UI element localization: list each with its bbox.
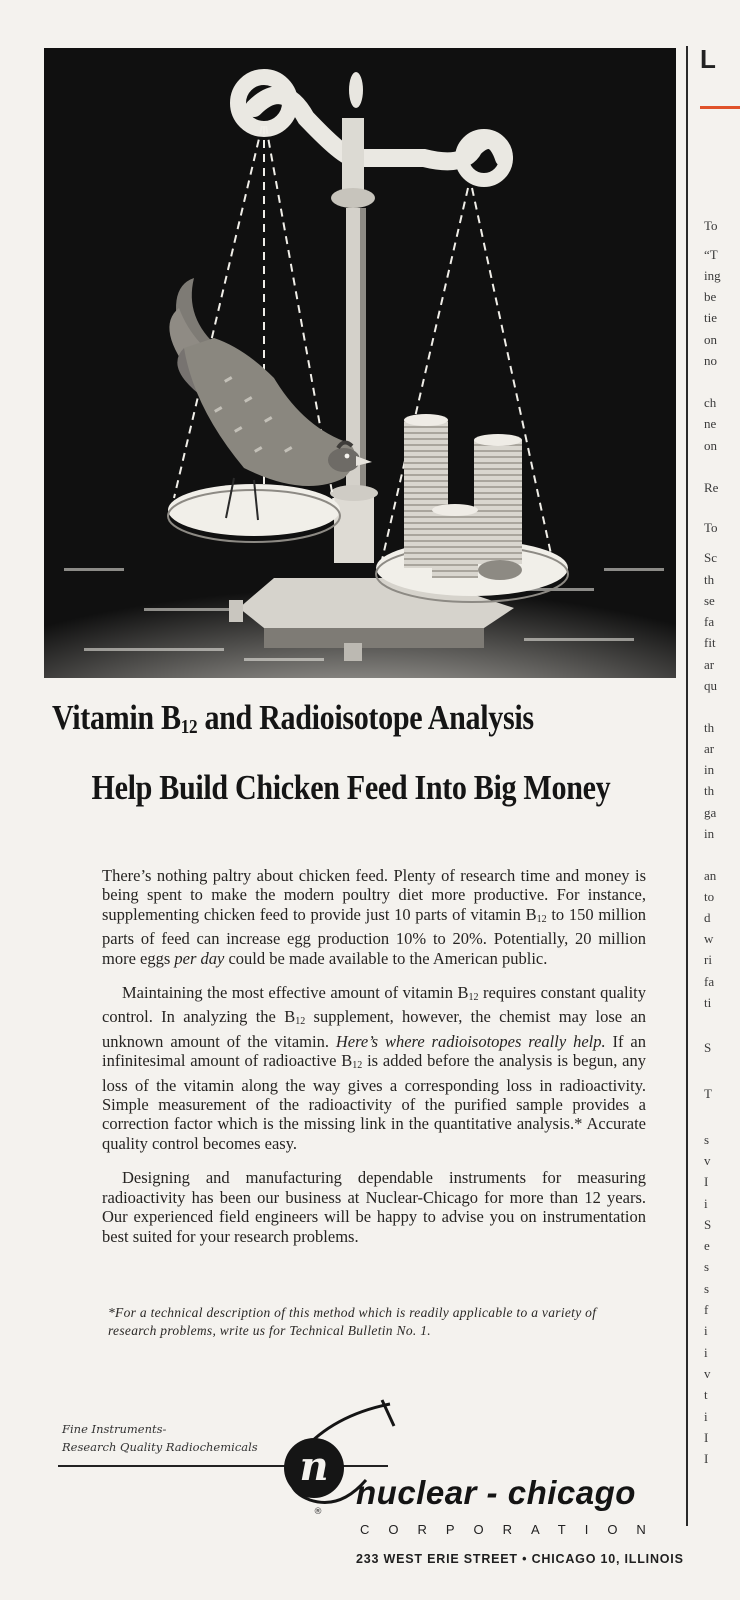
tagline-line-1: Fine Instruments- [62, 1422, 167, 1436]
company-address: 233 WEST ERIE STREET • CHICAGO 10, ILLINOIS [356, 1552, 684, 1566]
column-divider-rule [686, 46, 688, 1526]
adjacent-text-fragment: tie [704, 310, 717, 325]
adjacent-text-fragment: e [704, 1238, 710, 1253]
adjacent-text-fragment: I [704, 1174, 709, 1189]
headline-line-2: Help Build Chicken Feed Into Big Money [91, 768, 611, 807]
adjacent-text-fragment: s [704, 1259, 710, 1274]
body-paragraph-1: There’s nothing paltry about chicken feed. Plenty of research time and money is being spent to make the modern poultry diet more productive. For instance, supplementing chicken feed to provide just 10 parts of vitamin $B_{12}$ to 150 million parts of feed can increase egg production 10% to 20%. Potentially, 20 million more eggs per day could be made available to the American public. [102, 866, 646, 968]
adjacent-text-fragment: on [704, 438, 717, 453]
adjacent-text-fragment: f [704, 1302, 709, 1317]
adjacent-text-fragment: on [704, 332, 717, 347]
adjacent-text-fragment: s [704, 1281, 710, 1296]
adjacent-text-fragment: I [704, 1430, 709, 1445]
body-paragraph-3: Designing and manufacturing dependable instruments for measuring radioactivity has been our business at Nuclear-Chicago for more than 12 years. Our experienced field engineers will be happy to advise you on instrumentation best suited for your research problems. [102, 1168, 646, 1246]
adjacent-text-fragment: Re [704, 480, 719, 495]
adjacent-text-fragment: S [704, 1217, 712, 1232]
adjacent-text-fragment: v [704, 1366, 711, 1381]
adjacent-text-fragment: to [704, 889, 715, 904]
adjacent-text-fragment: w [704, 931, 714, 946]
adjacent-page-accent-bar [700, 106, 740, 109]
adjacent-text-fragment: ar [704, 657, 715, 672]
adjacent-text-fragment: th [704, 572, 715, 587]
adjacent-text-fragment: i [704, 1323, 708, 1338]
adjacent-text-fragment: S [704, 1040, 712, 1055]
adjacent-text-fragment: ti [704, 995, 712, 1010]
adjacent-text-fragment: an [704, 868, 717, 883]
technical-bulletin-footnote: *For a technical description of this method which is readily applicable to a variety of research problems, write us for Technical Bulletin No. 1. [108, 1305, 597, 1338]
adjacent-page-title-fragment: L [700, 44, 716, 74]
scale-illustration [44, 48, 676, 678]
adjacent-text-fragment: d [704, 910, 711, 925]
adjacent-text-fragment: t [704, 1387, 708, 1402]
adjacent-text-fragment: ing [704, 268, 721, 283]
ad-body-copy [102, 866, 646, 1261]
adjacent-text-fragment: i [704, 1345, 708, 1360]
adjacent-text-fragment: v [704, 1153, 711, 1168]
brand-corporation-line: CORPORATION [360, 1522, 665, 1537]
adjacent-text-fragment: in [704, 826, 715, 841]
adjacent-text-fragment: i [704, 1196, 708, 1211]
adjacent-text-fragment: th [704, 783, 715, 798]
adjacent-text-fragment: Sc [704, 550, 717, 565]
adjacent-text-fragment: fit [704, 635, 716, 650]
adjacent-text-fragment: T [704, 1086, 712, 1101]
adjacent-text-fragment: fa [704, 974, 715, 989]
brand-wordmark: nuclear - chicago [356, 1474, 636, 1511]
adjacent-text-fragment: fa [704, 614, 715, 629]
logo-letter: n [299, 1443, 329, 1490]
adjacent-text-fragment: To [704, 218, 718, 233]
adjacent-text-fragment: ar [704, 741, 715, 756]
adjacent-page-edge [686, 40, 740, 1540]
headline-line-1: Vitamin $B_{12}$ and Radioisotope Analysis [52, 698, 534, 738]
adjacent-text-fragment: in [704, 762, 715, 777]
adjacent-text-fragment: To [704, 520, 718, 535]
body-paragraph-2: Maintaining the most effective amount of vitamin $B_{12}$ requires constant quality control. In analyzing the $B_{12}$ supplement, however, the chemist may lose an unknown amount of the vitamin. Here’s where radioisotopes really help. If an infinitesimal amount of radioactive $B_{12}$ is added before the analysis is begun, any loss of the vitamin along the way gives a corresponding loss in radioactivity. Simple measurement of the radioactivity of the purified sample provides a correction factor which is the missing link in the quantitative analysis.* Accurate quality control becomes easy. [102, 983, 646, 1153]
adjacent-text-fragment: ga [704, 805, 717, 820]
adjacent-text-fragment: I [704, 1451, 709, 1466]
adjacent-text-fragment: s [704, 1132, 710, 1147]
adjacent-text-fragment: “T [704, 247, 718, 262]
balance-scale-hen-image [44, 48, 676, 678]
adjacent-text-fragment: ne [704, 416, 717, 431]
adjacent-text-fragment: i [704, 1409, 708, 1424]
tagline-line-2: Research Quality Radiochemicals [62, 1440, 258, 1454]
adjacent-text-fragment: th [704, 720, 715, 735]
adjacent-text-fragment: ch [704, 395, 717, 410]
adjacent-text-fragment: no [704, 353, 717, 368]
registered-mark: ® [313, 1507, 323, 1516]
adjacent-text-fragment: qu [704, 678, 717, 693]
adjacent-text-fragment: be [704, 289, 717, 304]
adjacent-text-fragment: ri [704, 952, 712, 967]
adjacent-text-fragment: se [704, 593, 715, 608]
company-tagline [62, 1420, 258, 1456]
